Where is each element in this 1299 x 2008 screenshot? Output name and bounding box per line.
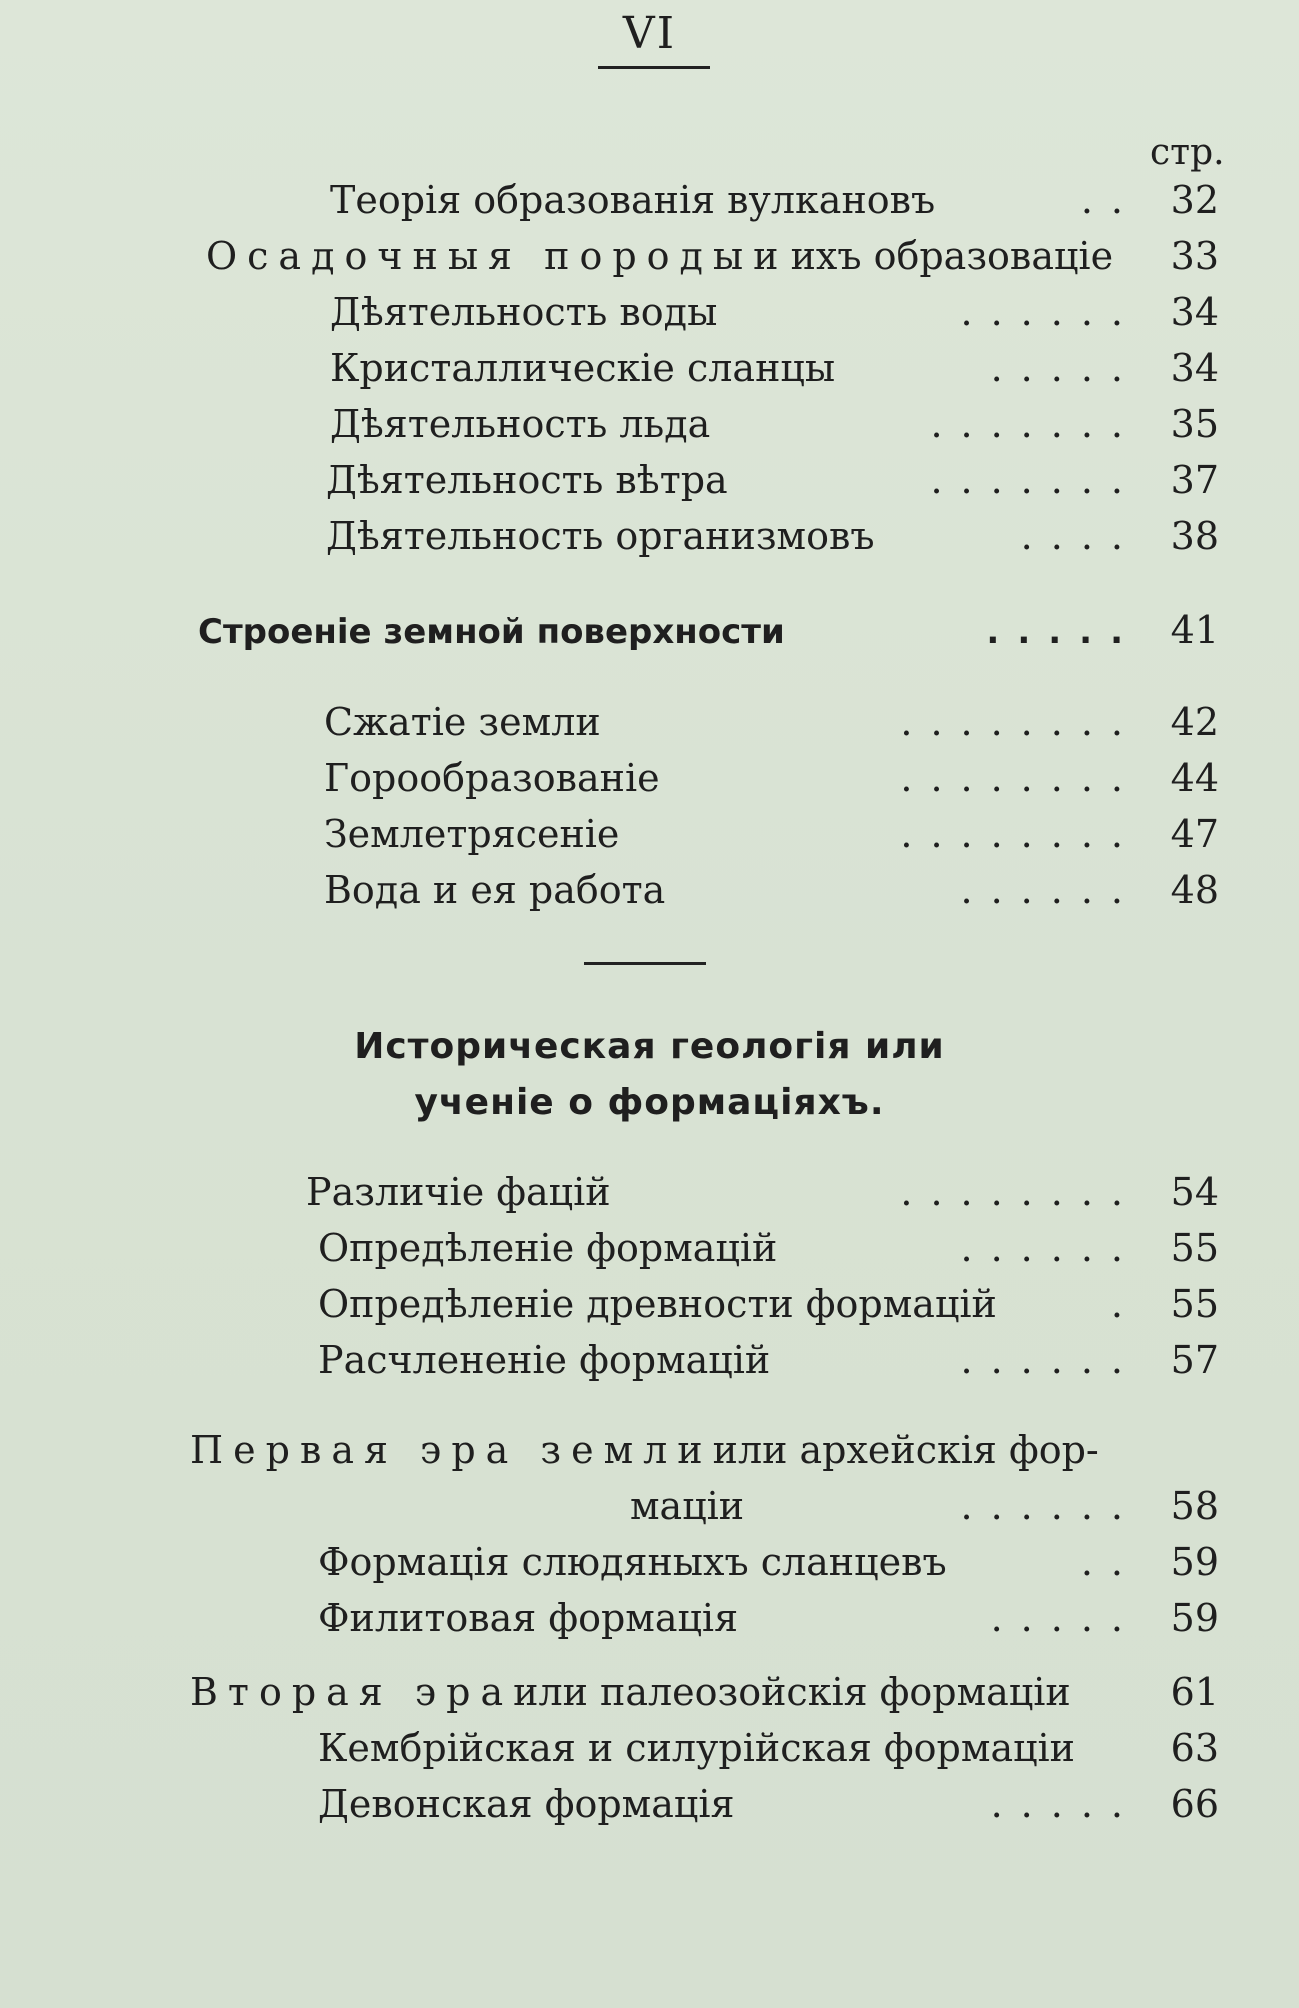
toc-entry-title: Кембрійская и силурійская формаціи <box>318 1726 1076 1770</box>
toc-entry-leader: .... <box>1020 514 1141 558</box>
toc-entry-page: 59 <box>1170 1540 1219 1584</box>
toc-entry-page: 41 <box>1170 608 1219 652</box>
toc-entry <box>324 868 1219 920</box>
toc-entry-page: 34 <box>1170 290 1219 334</box>
toc-entry-leader: ....... <box>930 402 1141 446</box>
toc-entry-title: Первая эра земли <box>190 1428 713 1472</box>
toc-entry-page: 66 <box>1170 1782 1219 1826</box>
toc-entry-leader: .. <box>1080 1540 1141 1584</box>
toc-entry-leader: ..... <box>990 346 1141 390</box>
page-number-rule <box>598 66 710 69</box>
toc-entry-title: Вторая эра <box>190 1670 514 1714</box>
toc-entry <box>318 1782 1219 1834</box>
toc-entry-title: Различіе фацій <box>306 1170 611 1214</box>
toc-entry-page: 32 <box>1170 178 1219 222</box>
toc-entry <box>324 812 1219 864</box>
toc-entry <box>330 346 1219 398</box>
toc-entry <box>206 234 1219 286</box>
toc-entry-page: 59 <box>1170 1596 1219 1640</box>
toc-entry <box>324 756 1219 808</box>
toc-entry <box>318 1226 1219 1278</box>
toc-entry-title: Расчлененіе формацій <box>318 1338 771 1382</box>
toc-entry-title-rest: и ихъ образоваціе <box>753 234 1114 278</box>
toc-entry-title: Опредѣленіе формацій <box>318 1226 778 1270</box>
toc-entry <box>190 1670 1219 1722</box>
toc-entry <box>318 1596 1219 1648</box>
toc-entry-leader: ...... <box>960 1484 1141 1528</box>
toc-entry-page: 63 <box>1170 1726 1219 1770</box>
toc-entry-title-rest: или архейскія фор- <box>712 1428 1099 1472</box>
toc-entry <box>324 700 1219 752</box>
toc-entry <box>318 1540 1219 1592</box>
toc-entry-leader: ........ <box>900 700 1141 744</box>
toc-entry-title: Кристаллическіе сланцы <box>330 346 836 390</box>
page-number: VI <box>622 8 677 59</box>
toc-entry <box>330 402 1219 454</box>
toc-entry-leader: ........ <box>900 1170 1141 1214</box>
toc-entry-page: 38 <box>1170 514 1219 558</box>
toc-entry-leader: ...... <box>960 290 1141 334</box>
toc-entry-title: Дѣятельность льда <box>330 402 711 446</box>
toc-entry-title: Дѣятельность воды <box>330 290 718 334</box>
toc-entry-title: Девонская формація <box>318 1782 735 1826</box>
section-divider <box>584 962 706 965</box>
toc-entry-leader: .. <box>1080 178 1141 222</box>
pages-column-label: стр. <box>1150 132 1225 173</box>
toc-entry-page: 48 <box>1170 868 1219 912</box>
section-heading-line2: ученіе о формаціяхъ. <box>414 1082 885 1123</box>
toc-entry-page: 55 <box>1170 1282 1219 1326</box>
toc-entry-major <box>198 608 1219 660</box>
toc-entry-title: Осадочныя породы <box>206 234 754 278</box>
toc-entry-page: 44 <box>1170 756 1219 800</box>
toc-entry <box>318 1282 1219 1334</box>
toc-entry-page: 55 <box>1170 1226 1219 1270</box>
toc-entry-leader: ..... <box>990 1782 1141 1826</box>
toc-entry-title: маціи <box>630 1484 745 1528</box>
toc-entry <box>318 1726 1219 1778</box>
toc-entry-title: Вода и ея работа <box>324 868 666 912</box>
toc-entry-page: 61 <box>1170 1670 1219 1714</box>
toc-entry-continuation <box>630 1484 1219 1536</box>
toc-entry-title: Филитовая формація <box>318 1596 739 1640</box>
toc-entry-title: Теорія образованія вулкановъ <box>330 178 936 222</box>
toc-entry-title: Опредѣленіе древности формацій <box>318 1282 997 1326</box>
toc-entry-title: Дѣятельность организмовъ <box>326 514 875 558</box>
toc-entry <box>330 290 1219 342</box>
section-heading-line1: Историческая геологія или <box>354 1026 945 1067</box>
toc-entry-title: Строеніе земной поверхности <box>198 612 785 652</box>
toc-entry-page: 54 <box>1170 1170 1219 1214</box>
toc-entry <box>306 1170 1219 1222</box>
toc-entry <box>326 514 1219 566</box>
toc-entry <box>326 458 1219 510</box>
toc-entry-page: 47 <box>1170 812 1219 856</box>
toc-entry <box>330 178 1219 230</box>
toc-entry-leader: ..... <box>986 612 1141 652</box>
toc-entry-title: Горообразованіе <box>324 756 660 800</box>
toc-entry-title: Дѣятельность вѣтра <box>326 458 728 502</box>
toc-entry-title: Сжатіе земли <box>324 700 601 744</box>
toc-entry-leader: ........ <box>900 756 1141 800</box>
toc-entry-page: 57 <box>1170 1338 1219 1382</box>
toc-entry-page: 42 <box>1170 700 1219 744</box>
toc-entry-page: 37 <box>1170 458 1219 502</box>
toc-entry-leader: ...... <box>960 1338 1141 1382</box>
toc-entry <box>190 1428 1109 1480</box>
toc-entry-leader: ....... <box>930 458 1141 502</box>
toc-entry-page: 33 <box>1170 234 1219 278</box>
toc-entry-title: Землетрясеніе <box>324 812 620 856</box>
toc-entry-page: 34 <box>1170 346 1219 390</box>
toc-entry-page: 35 <box>1170 402 1219 446</box>
toc-entry-title-rest: или палеозойскія формаціи <box>513 1670 1071 1714</box>
toc-entry-page: 58 <box>1170 1484 1219 1528</box>
toc-entry-leader: ...... <box>960 1226 1141 1270</box>
toc-entry-title: Формація слюдяныхъ сланцевъ <box>318 1540 947 1584</box>
toc-entry-leader: ...... <box>960 868 1141 912</box>
toc-entry-leader: . <box>1110 1282 1141 1326</box>
toc-entry-leader: ........ <box>900 812 1141 856</box>
toc-entry <box>318 1338 1219 1390</box>
toc-entry-leader: ..... <box>990 1596 1141 1640</box>
